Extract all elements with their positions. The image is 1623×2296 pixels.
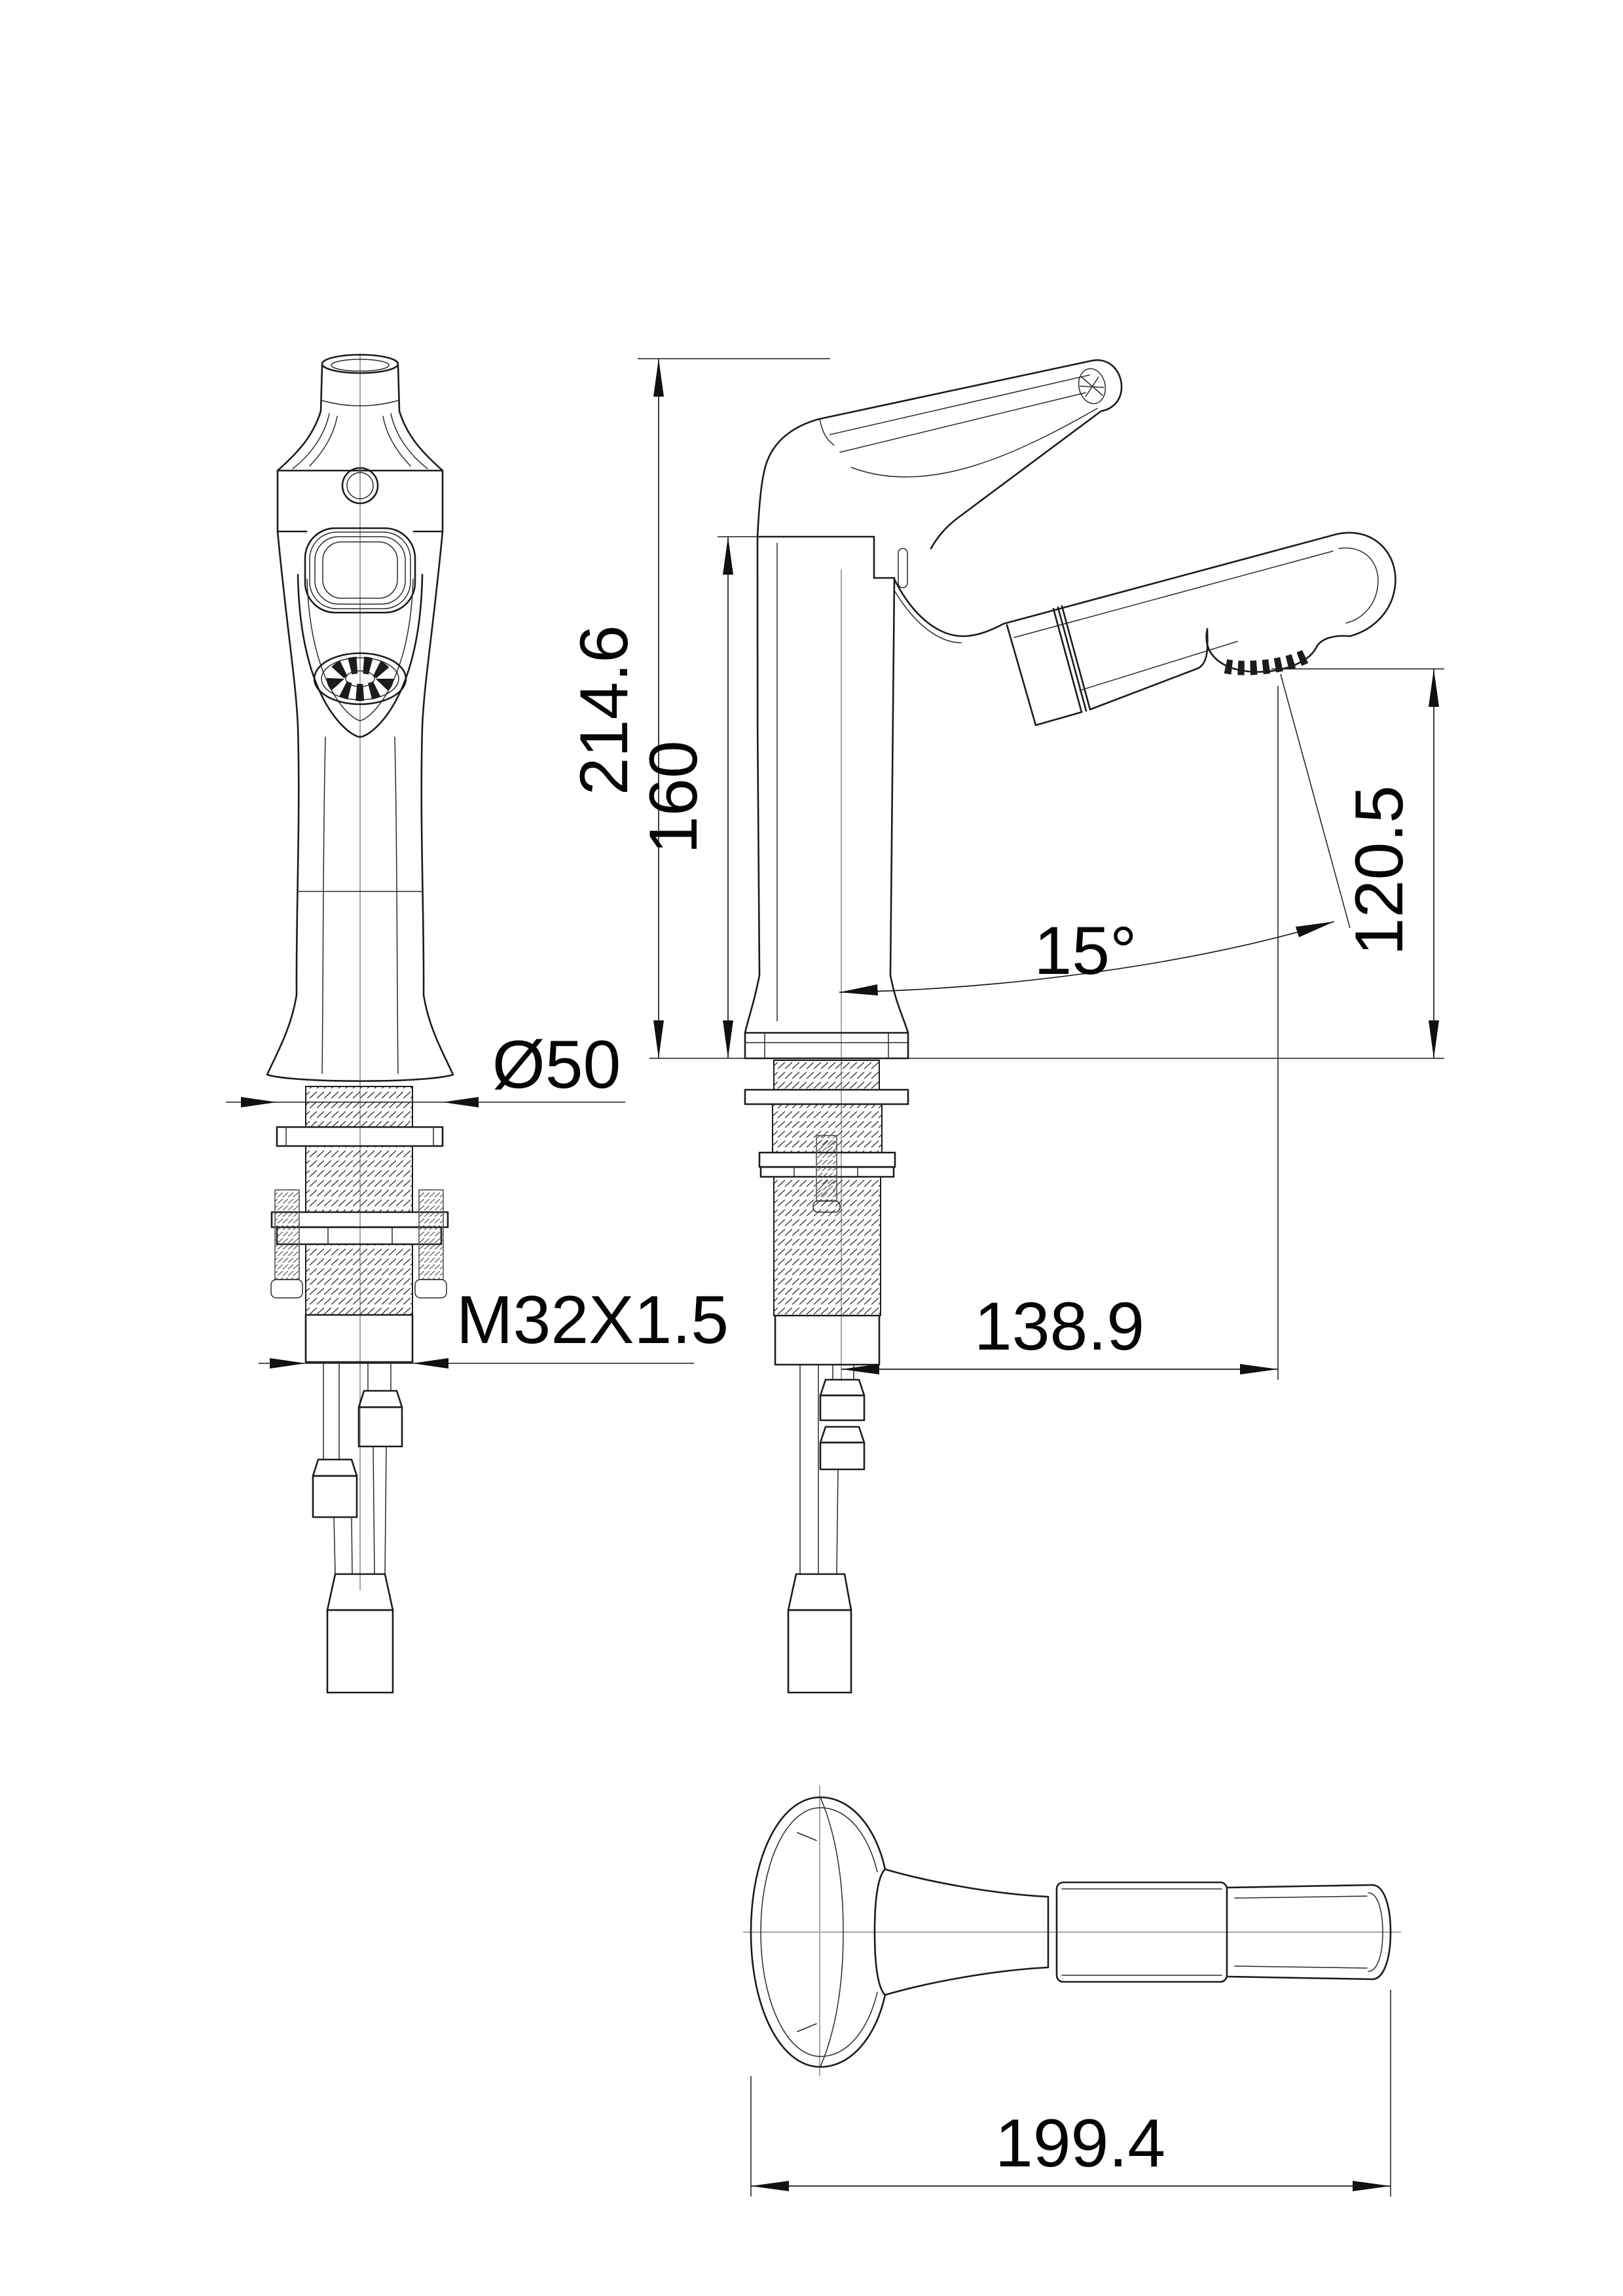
- dim-spout-angle: [839, 674, 1350, 996]
- side-aerator-teeth: [1226, 656, 1307, 668]
- side-body-button: [898, 548, 907, 588]
- side-handle-lever: [757, 360, 1122, 548]
- pullout-sprayer-view: [743, 1785, 1401, 2076]
- side-mounting-shank: [745, 1060, 908, 1365]
- dim-body-height: [636, 537, 759, 1058]
- dim-spout-reach-label: 138.9: [974, 1289, 1145, 1365]
- front-hose-connector: [313, 1460, 357, 1517]
- dim-spout-outlet-height-label: 120.5: [1341, 785, 1417, 956]
- side-hoses: [788, 1365, 864, 1693]
- front-hose-weight: [327, 1574, 393, 1693]
- front-view: [267, 353, 453, 1693]
- dim-sprayer-length-label: 199.4: [994, 2106, 1166, 2181]
- dim-overall-height: [566, 359, 1444, 1058]
- dim-base-diameter-label: Ø50: [492, 1027, 621, 1103]
- side-view: [745, 360, 1395, 1693]
- front-hose-connector: [359, 1391, 402, 1446]
- dim-base-diameter: [226, 1027, 625, 1107]
- dim-spout-outlet-height: [1271, 669, 1444, 1058]
- front-mounting-shank: [271, 1086, 448, 1362]
- side-mounting-stud: [813, 1136, 840, 1212]
- side-hose-weight: [788, 1574, 851, 1693]
- side-hose-connector: [820, 1380, 864, 1420]
- side-body: [745, 537, 908, 1058]
- side-spray-wand: [894, 533, 1395, 725]
- dim-spout-angle-label: 15°: [1034, 913, 1137, 989]
- dim-thread-spec-label: M32X1.5: [456, 1282, 729, 1358]
- dim-overall-height-label: 214.6: [566, 624, 642, 796]
- side-hose-connector: [820, 1427, 864, 1469]
- dim-sprayer-length: [751, 1990, 1391, 2197]
- dim-body-height-label: 160: [636, 740, 712, 854]
- front-hoses: [313, 1362, 402, 1693]
